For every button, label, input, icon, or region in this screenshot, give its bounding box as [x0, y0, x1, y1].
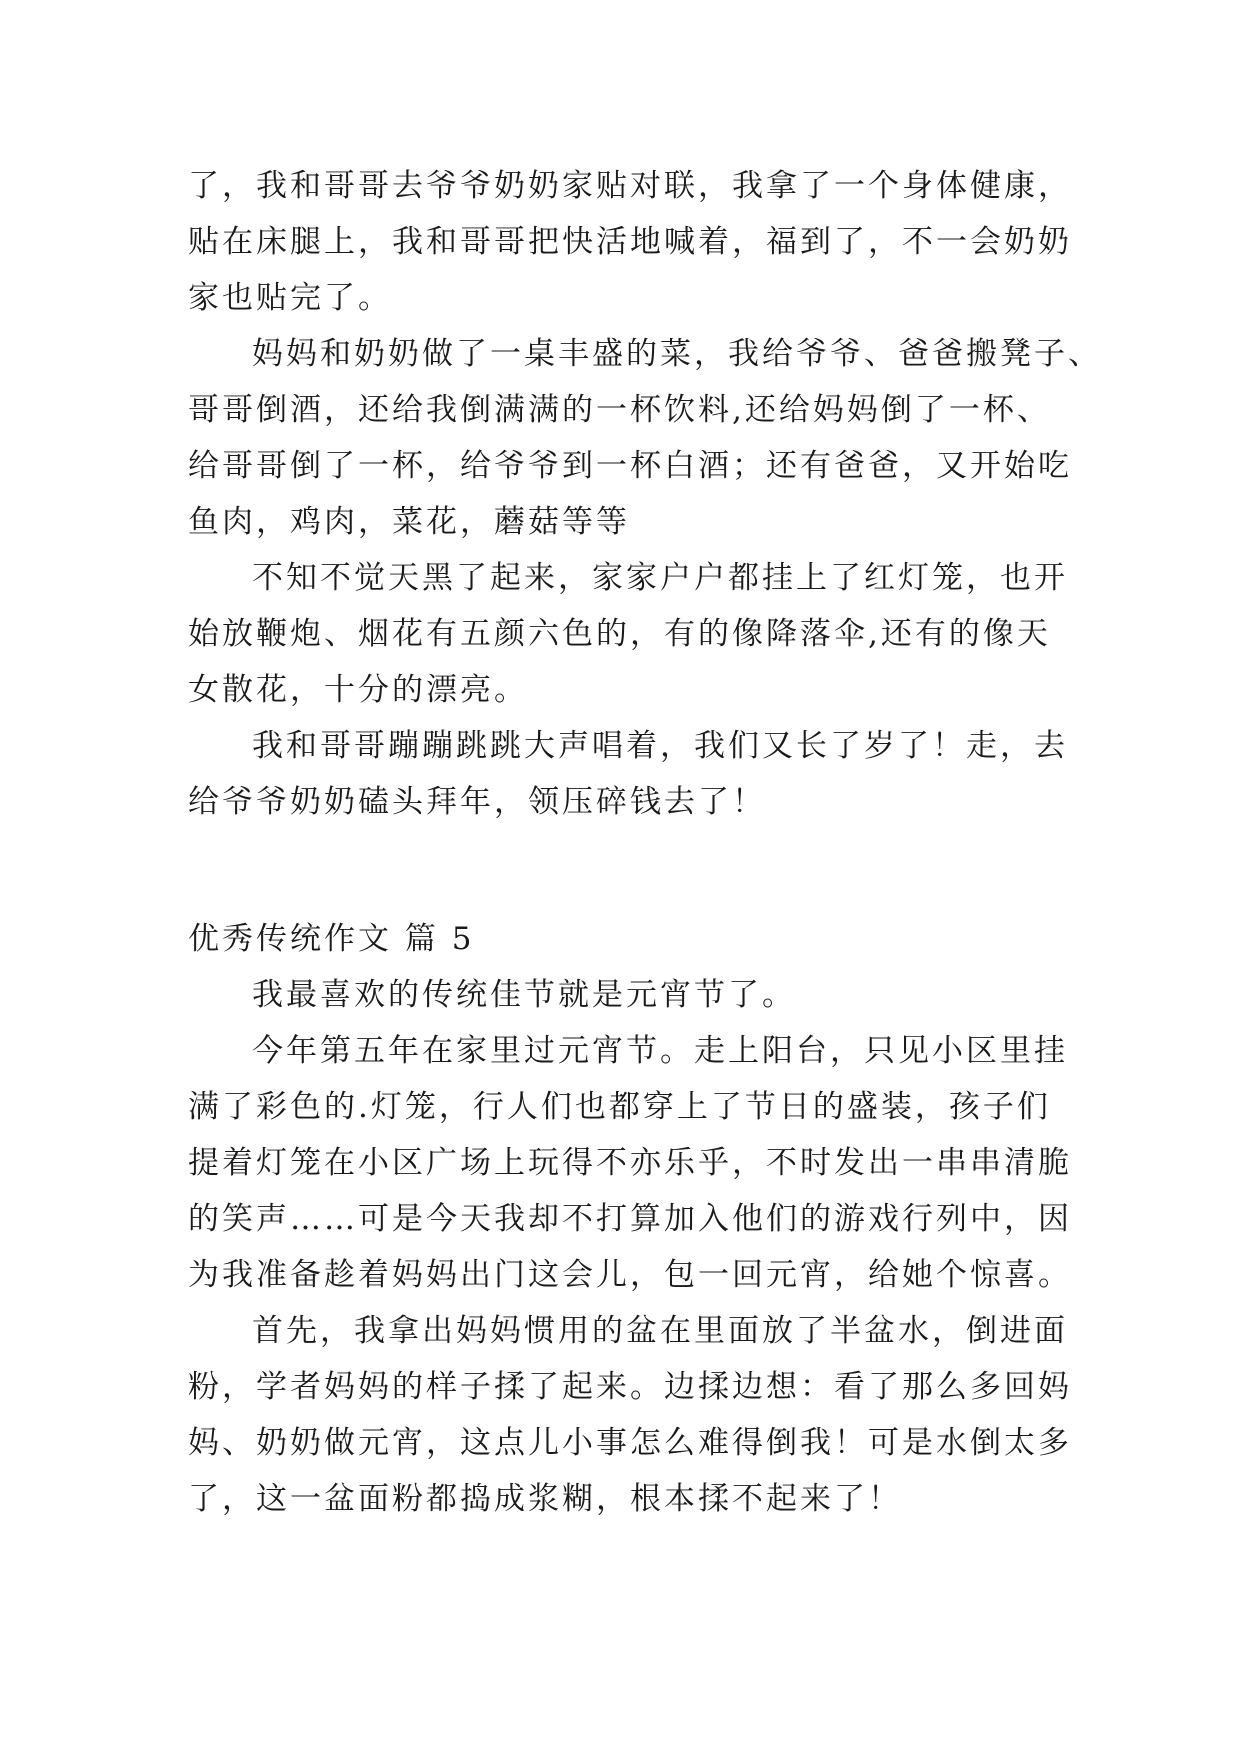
paragraph-line: 为我准备趁着妈妈出门这会儿，包一回元宵，给她个惊喜。	[188, 1257, 1072, 1293]
section-heading: 优秀传统作文 篇 5	[188, 921, 475, 957]
essay-section-5	[188, 967, 1072, 1527]
paragraph-line: 家也贴完了。	[188, 280, 392, 316]
paragraph-line: 我和哥哥蹦蹦跳跳大声唱着，我们又长了岁了！走，去	[252, 728, 1068, 764]
paragraph-line: 了，我和哥哥去爷爷奶奶家贴对联，我拿了一个身体健康，	[188, 168, 1072, 204]
paragraph-line: 妈妈和奶奶做了一桌丰盛的菜，我给爷爷、爸爸搬凳子、	[252, 336, 1102, 372]
paragraph-line: 给哥哥倒了一杯，给爷爷到一杯白酒；还有爸爸，又开始吃	[188, 448, 1072, 484]
paragraph-line: 哥哥倒酒，还给我倒满满的一杯饮料,还给妈妈倒了一杯、	[188, 392, 1051, 428]
paragraph-line: 今年第五年在家里过元宵节。走上阳台，只见小区里挂	[252, 1033, 1068, 1069]
essay-section-4-continued	[188, 158, 1102, 830]
paragraph-line: 满了彩色的.灯笼，行人们也都穿上了节日的盛装，孩子们	[188, 1089, 1051, 1125]
paragraph-line: 了，这一盆面粉都捣成浆糊，根本揉不起来了！	[188, 1481, 902, 1517]
paragraph-line: 粉，学者妈妈的样子揉了起来。边揉边想：看了那么多回妈	[188, 1369, 1072, 1405]
paragraph-line: 女散花，十分的漂亮。	[188, 672, 528, 708]
paragraph-line: 给爷爷奶奶磕头拜年，领压碎钱去了！	[188, 784, 766, 820]
paragraph-line: 提着灯笼在小区广场上玩得不亦乐乎，不时发出一串串清脆	[188, 1145, 1072, 1181]
paragraph-line: 始放鞭炮、烟花有五颜六色的，有的像降落伞,还有的像天	[188, 616, 1051, 652]
paragraph-line: 我最喜欢的传统佳节就是元宵节了。	[252, 977, 796, 1013]
paragraph-line: 贴在床腿上，我和哥哥把快活地喊着，福到了，不一会奶奶	[188, 224, 1072, 260]
paragraph-line: 首先，我拿出妈妈惯用的盆在里面放了半盆水，倒进面	[252, 1313, 1068, 1349]
paragraph-line: 妈、奶奶做元宵，这点儿小事怎么难得倒我！可是水倒太多	[188, 1425, 1072, 1461]
paragraph-line: 鱼肉，鸡肉，菜花，蘑菇等等	[188, 504, 630, 540]
paragraph-line: 的笑声……可是今天我却不打算加入他们的游戏行列中，因	[188, 1201, 1072, 1237]
paragraph-line: 不知不觉天黑了起来，家家户户都挂上了红灯笼，也开	[252, 560, 1068, 596]
